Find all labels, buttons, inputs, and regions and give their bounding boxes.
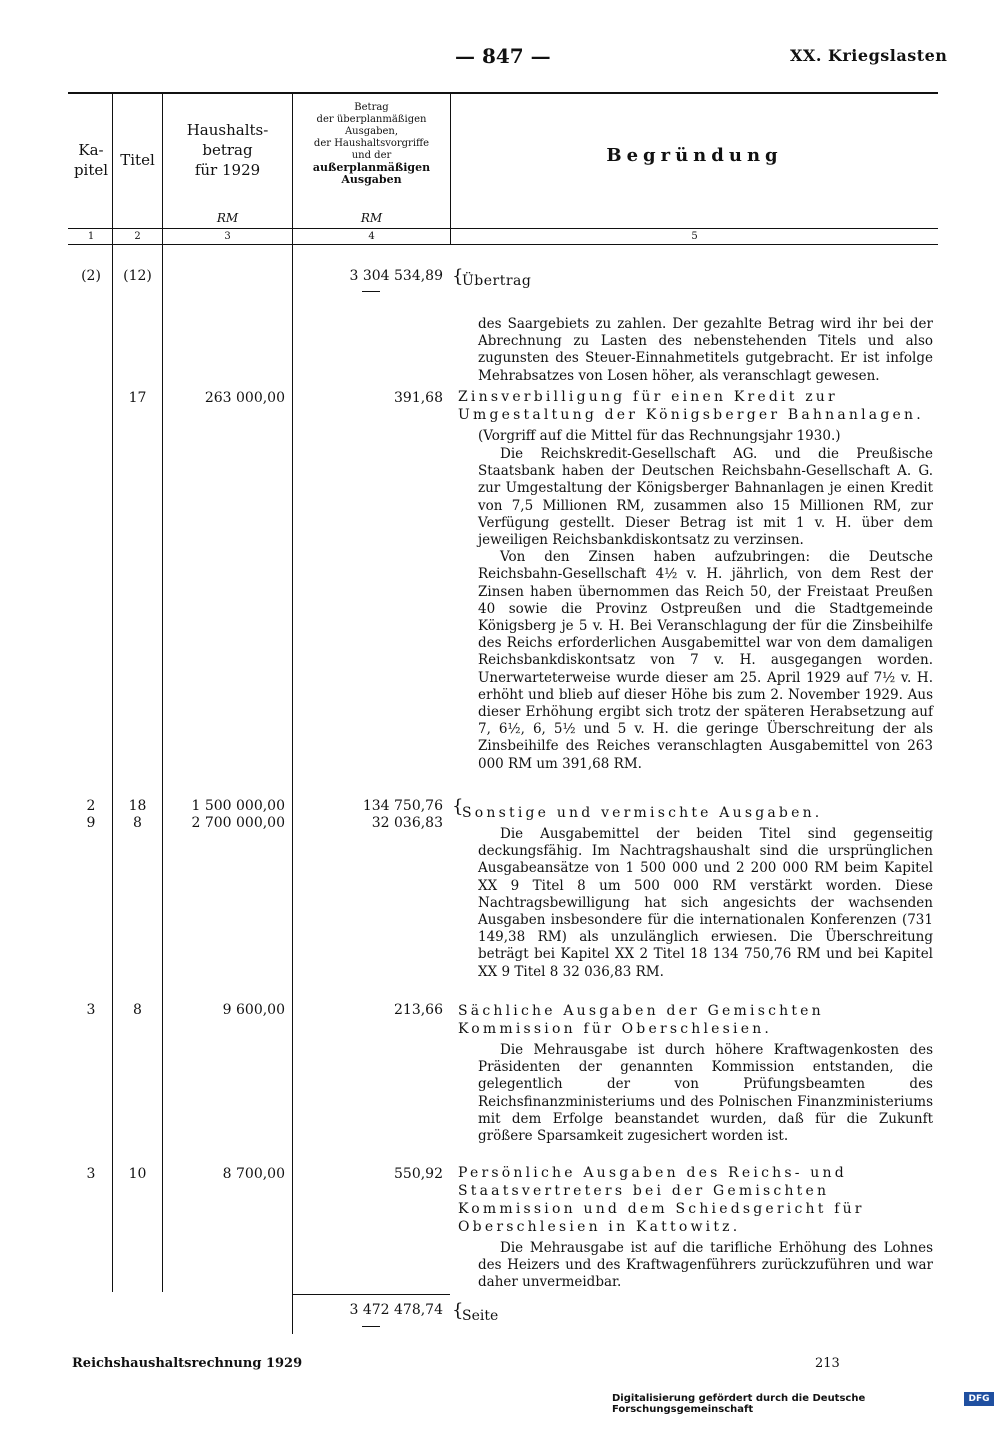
column-unit-haushalt: RM <box>216 211 239 225</box>
column-header-haushalt: Haushalts- betrag für 1929 <box>186 121 269 179</box>
kapitel-cell: 3 <box>86 1166 96 1182</box>
titel-cell: 17 <box>128 390 147 406</box>
brace-mark: { <box>452 1300 464 1321</box>
column-header-betrag: Betrag der überplanmäßigen Ausgaben, der Haushaltsvorgriffe und der außerplanmäßigen Ausgaben <box>312 102 431 186</box>
entry-heading: Zinsverbilligung für einen Kredit zur Umgestaltung der Königsberger Bahnanlagen. <box>458 389 924 423</box>
table-top-rule <box>68 92 938 94</box>
total-rule <box>292 1294 450 1295</box>
betrag-cell: 213,66 <box>394 1002 443 1018</box>
brace-mark: { <box>452 796 464 817</box>
titel-cell: 8 <box>133 1002 142 1018</box>
column-header-titel: Titel <box>120 151 155 169</box>
haushalt-cell: 9 600,00 <box>222 1002 285 1018</box>
dfg-logo: DFG <box>964 1392 994 1406</box>
titel-cell: (12) <box>123 268 152 284</box>
entry-body: Die Mehrausgabe ist durch höhere Kraftwagenkosten des Präsidenten der genannten Kommission entstanden, die gelegentlich der von Prüfungsbeamten des Reichsfinanzministeriums und des Polnischen Finanzministeriums mit dem Erfolge beanstandet wurden, daß für die Zukunft größere Sparsamkeit zugesichert worden ist. <box>478 1042 933 1145</box>
column-number: 3 <box>224 231 231 242</box>
betrag-cell: 134 750,76 <box>362 798 443 814</box>
betrag-cell: 3 304 534,89 <box>349 268 443 284</box>
entry-heading: Persönliche Ausgaben des Reichs- und Staatsvertreters bei der Gemischten Kommission und dem Schiedsgericht für Oberschlesien in Kattowitz. <box>458 1165 865 1235</box>
entry-subheading: (Vorgriff auf die Mittel für das Rechnungsjahr 1930.) <box>478 428 841 444</box>
kapitel-cell: (2) <box>81 268 101 284</box>
titel-cell: 10 <box>128 1166 147 1182</box>
entry-heading: Sächliche Ausgaben der Gemischten Kommission für Oberschlesien. <box>458 1003 824 1037</box>
betrag-cell: 391,68 <box>394 390 443 406</box>
column-divider <box>162 92 163 1292</box>
entry-body: Die Ausgabemittel der beiden Titel sind gegenseitig deckungsfähig. Im Nachtragshaushalt sind die ursprünglichen Ausgabeansätze von 1 500 000 und 2 200 000 RM beim Kapitel XX 9 Titel 8 um 500 000 RM verstärkt worden. Diese Nachtragsbewilligung hat sich angesichts der wachsenden Ausgaben insbesondere für die internationalen Konferenzen (731 149,38 RM) als unzulänglich erwiesen. Die Überschreitung beträgt bei Kapitel XX 2 Titel 18 134 750,76 RM und bei Kapitel XX 9 Titel 8 32 036,83 RM. <box>478 826 933 980</box>
column-number: 4 <box>368 231 375 242</box>
page-number-header: — 847 — <box>455 44 551 68</box>
haushalt-cell: 263 000,00 <box>204 390 285 406</box>
table-number-rule <box>68 244 938 245</box>
entry-body: Die Reichskredit-Gesellschaft AG. und die Preußische Staatsbank haben der Deutschen Reichsbahn-Gesellschaft A. G. zur Umgestaltung der Königsberger Bahnanlagen je einen Kredit von 7,5 Millionen RM, zusammen also 15 Millionen RM, zur Verfügung gestellt. Dieser Betrag ist mit 1 v. H. über dem jeweiligen Reichsbankdiskontsatz zu verzinsen. Von den Zinsen haben aufzubringen: die Deutsche Reichsbahn-Gesellschaft 4½ v. H. jährlich, von dem Rest der Zinsen haben übernommen das Reich 50, der Freistaat Preußen 40 sowie die Provinz Ostpreußen und die Stadtgemeinde Königsberg je 5 v. H. Bei Veranschlagung der für die Zinsbeihilfe des Reichs erforderlichen Ausgabemittel war von dem damaligen Reichsbankdiskontsatz von 7 v. H. ausgegangen worden. Unerwarteterweise wurde dieser am 25. April 1929 auf 7½ v. H. erhöht und blieb auf dieser Höhe bis zum 2. November 1929. Aus dieser Erhöhung ergibt sich trotz der späteren Herabsetzung auf 7, 6½, 6, 5½ und 5 v. H. die geringe Überschreitung der als Zinsbeihilfe des Reiches veranschlagten Ausgabemittel von 263 000 RM um 391,68 RM. <box>478 446 933 772</box>
haushalt-cell: 8 700,00 <box>222 1166 285 1182</box>
kapitel-cell: 2 <box>86 798 96 814</box>
brace-mark: { <box>452 266 464 287</box>
total-label: Seite <box>462 1308 499 1324</box>
haushalt-cell: 2 700 000,00 <box>191 815 285 831</box>
column-number: 5 <box>691 231 698 242</box>
dash-mark <box>362 1326 380 1327</box>
entry-body: des Saargebiets zu zahlen. Der gezahlte Betrag wird ihr bei der Abrechnung zu Lasten des nebenstehenden Titels und also zugunsten des Steuer-Einnahmetitels gutgebracht. Er ist infolge Mehrabsatzes von Losen höher, als veranschlagt gewesen. <box>478 316 933 384</box>
footer-title: Reichshaushaltsrechnung 1929 <box>72 1356 303 1371</box>
footer-page-number: 213 <box>815 1356 840 1371</box>
haushalt-cell: 1 500 000,00 <box>191 798 285 814</box>
column-header-kapitel: Ka- pitel <box>73 141 109 179</box>
entry-body: Die Mehrausgabe ist auf die tarifliche Erhöhung des Lohnes des Heizers und des Kraftwagenführers zurückzuführen und war daher unvermeidbar. <box>478 1240 933 1291</box>
digitization-credit: Digitalisierung gefördert durch die Deutsche Forschungsgemeinschaft <box>612 1393 866 1415</box>
column-divider <box>450 92 451 244</box>
betrag-cell: 32 036,83 <box>371 815 443 831</box>
kapitel-cell: 3 <box>86 1002 96 1018</box>
kapitel-cell: 9 <box>86 815 96 831</box>
column-unit-betrag: RM <box>360 211 383 225</box>
betrag-cell: 550,92 <box>394 1166 443 1182</box>
table-header-rule <box>68 228 938 229</box>
column-number: 2 <box>134 231 141 242</box>
total-betrag: 3 472 478,74 <box>349 1302 443 1318</box>
titel-cell: 18 <box>128 798 147 814</box>
entry-heading: Sonstige und vermischte Ausgaben. <box>462 805 823 821</box>
dash-mark <box>362 291 380 292</box>
column-number: 1 <box>87 231 95 242</box>
entry-heading: Übertrag <box>462 273 532 289</box>
section-title: XX. Kriegslasten <box>790 46 948 65</box>
titel-cell: 8 <box>133 815 142 831</box>
column-header-begruendung: Begründung <box>606 145 783 166</box>
